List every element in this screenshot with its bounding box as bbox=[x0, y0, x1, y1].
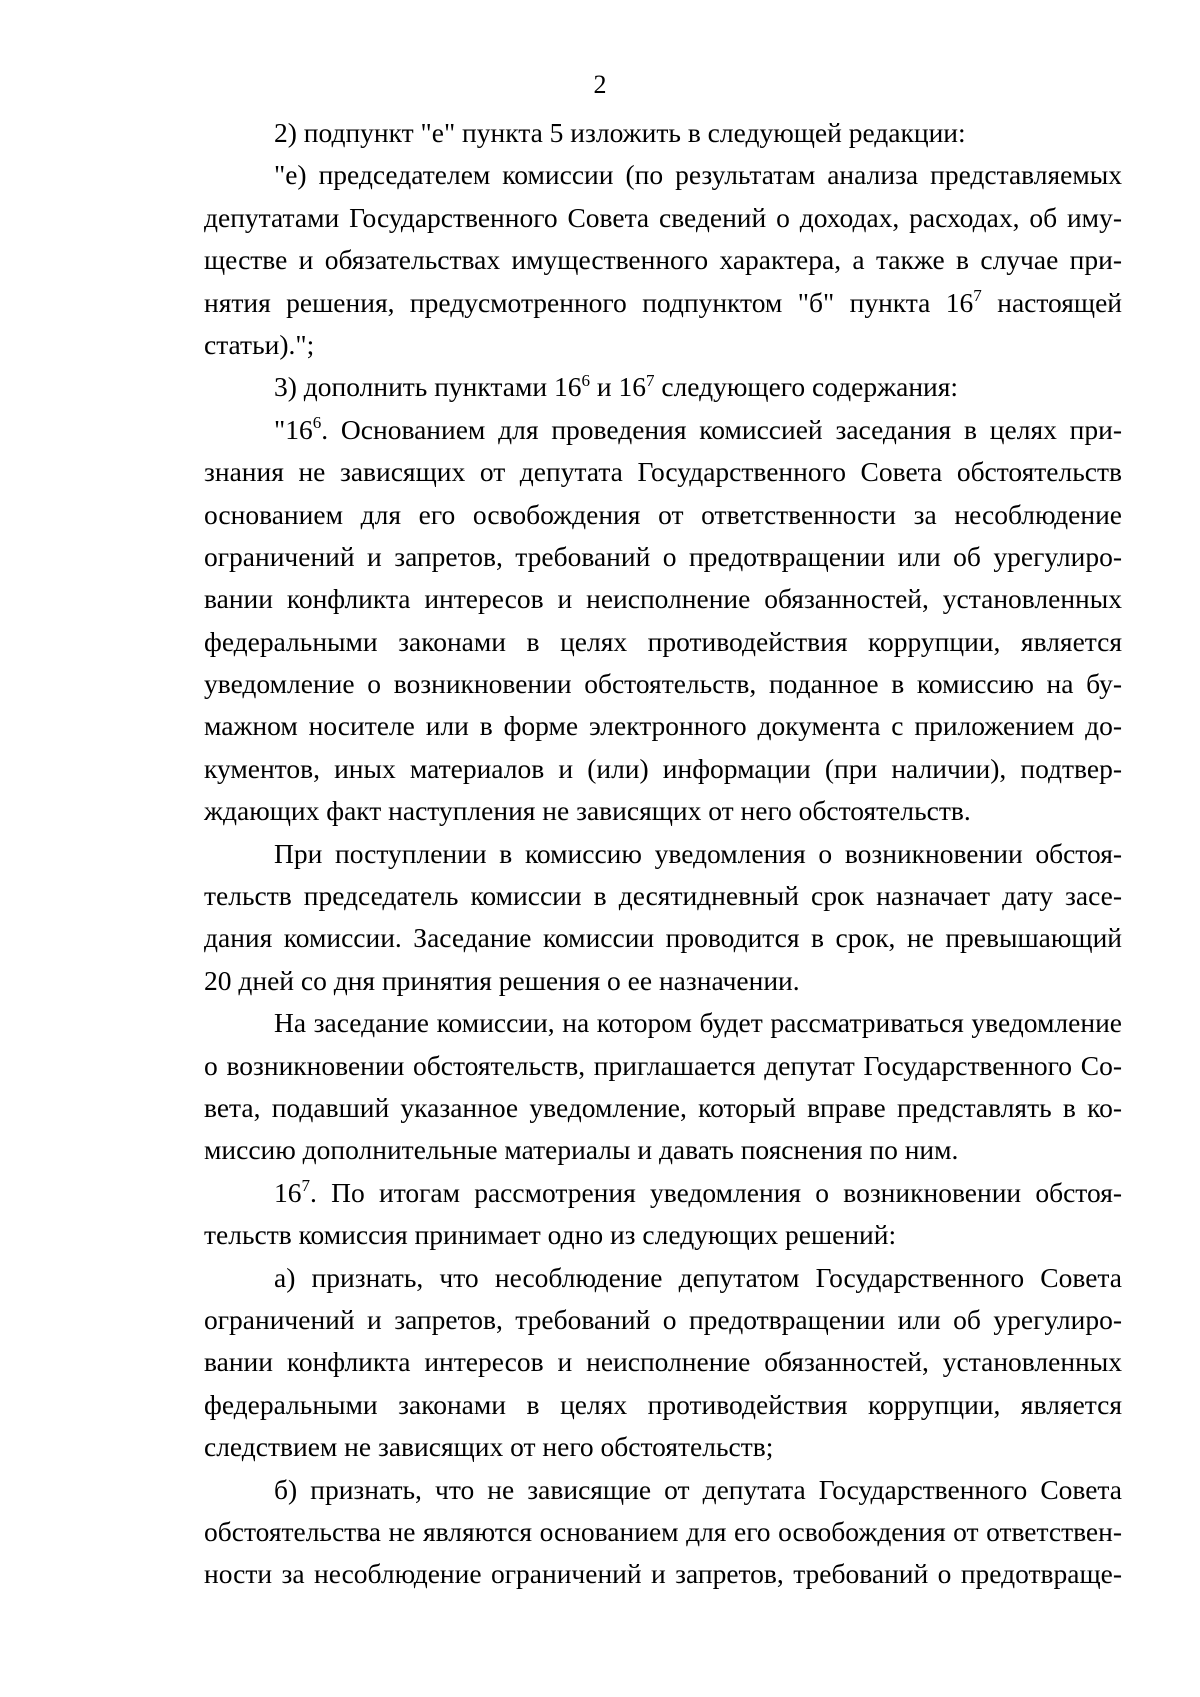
text-run: следующего содержания: bbox=[654, 371, 959, 403]
paragraph bbox=[204, 1257, 1122, 1469]
text-run: вании конфликта интересов и неисполнение обязанностей, установленных bbox=[204, 583, 1122, 615]
text-run: знания не зависящих от депутата Государственного Совета обстоятельств bbox=[204, 456, 1122, 488]
text-run: федеральными законами в целях противодействия коррупции, является bbox=[204, 625, 1122, 657]
text-run: . По итогам рассмотрения уведомления о возникновении обстоя- bbox=[310, 1176, 1122, 1208]
text-line bbox=[204, 1341, 1122, 1383]
text-run: ности за несоблюдение ограничений и запретов, требований о предотвраще- bbox=[204, 1558, 1122, 1590]
text-line bbox=[204, 324, 1122, 366]
text-line bbox=[204, 621, 1122, 663]
text-run: 3) дополнить пунктами 16 bbox=[274, 371, 582, 403]
text-line bbox=[204, 409, 1122, 451]
text-run: 2) подпункт "е" пункта 5 изложить в следующей редакции: bbox=[274, 117, 966, 148]
text-line bbox=[204, 1045, 1122, 1087]
paragraph bbox=[204, 833, 1122, 1003]
text-line bbox=[204, 197, 1122, 239]
text-line bbox=[204, 494, 1122, 536]
text-line bbox=[204, 578, 1122, 620]
text-line bbox=[204, 112, 1122, 154]
text-line bbox=[204, 366, 1122, 408]
text-line bbox=[204, 1172, 1122, 1214]
text-line bbox=[204, 282, 1122, 324]
text-line bbox=[204, 154, 1122, 196]
text-line bbox=[204, 790, 1122, 832]
text-run: нятия решения, предусмотренного подпунктом "б" пункта 16 bbox=[204, 286, 974, 318]
text-run: статьи)."; bbox=[204, 328, 315, 360]
text-line bbox=[204, 536, 1122, 578]
text-line bbox=[204, 1087, 1122, 1129]
document-body bbox=[204, 112, 1122, 1596]
page-number: 2 bbox=[593, 70, 607, 99]
text-run: вета, подавший указанное уведомление, который вправе представлять в ко- bbox=[204, 1091, 1122, 1123]
paragraph bbox=[204, 1469, 1122, 1596]
text-line bbox=[204, 1214, 1122, 1256]
paragraph bbox=[204, 154, 1122, 366]
text-run: 16 bbox=[274, 1176, 302, 1208]
text-run: ограничений и запретов, требований о предотвращении или об урегулиро- bbox=[204, 1303, 1122, 1335]
text-run: дания комиссии. Заседание комиссии проводится в срок, не превышающий bbox=[204, 922, 1122, 954]
text-line bbox=[204, 960, 1122, 1002]
text-line bbox=[204, 451, 1122, 493]
paragraph bbox=[204, 112, 1122, 154]
text-run: б) признать, что не зависящие от депутата Государственного Совета bbox=[274, 1473, 1122, 1505]
text-run: а) признать, что несоблюдение депутатом Государственного Совета bbox=[274, 1261, 1122, 1293]
text-line bbox=[204, 663, 1122, 705]
text-run: 20 дней со дня принятия решения о ее назначении. bbox=[204, 964, 800, 996]
text-line bbox=[204, 1469, 1122, 1511]
text-run: кументов, иных материалов и (или) информации (при наличии), подтвер- bbox=[204, 752, 1122, 784]
text-run: федеральными законами в целях противодействия коррупции, является bbox=[204, 1388, 1122, 1420]
text-run: ждающих факт наступления не зависящих от него обстоятельств. bbox=[204, 795, 971, 827]
text-line bbox=[204, 1553, 1122, 1595]
superscript: 6 bbox=[312, 413, 322, 433]
text-line bbox=[204, 1002, 1122, 1044]
text-run: ограничений и запретов, требований о предотвращении или об урегулиро- bbox=[204, 540, 1122, 572]
text-run: тельств председатель комиссии в десятидневный срок назначает дату засе- bbox=[204, 880, 1122, 912]
text-run: следствием не зависящих от него обстоятельств; bbox=[204, 1431, 774, 1463]
text-line bbox=[204, 748, 1122, 790]
text-line bbox=[204, 705, 1122, 747]
text-run: мажном носителе или в форме электронного документа с приложением до- bbox=[204, 710, 1122, 742]
text-run: о возникновении обстоятельств, приглашается депутат Государственного Со- bbox=[204, 1049, 1122, 1081]
text-line bbox=[204, 1129, 1122, 1171]
paragraph bbox=[204, 366, 1122, 408]
paragraph bbox=[204, 1002, 1122, 1172]
text-run: вании конфликта интересов и неисполнение обязанностей, установленных bbox=[204, 1346, 1122, 1378]
text-line bbox=[204, 1384, 1122, 1426]
text-line bbox=[204, 833, 1122, 875]
text-run: На заседание комиссии, на котором будет рассматриваться уведомление bbox=[274, 1007, 1122, 1039]
paragraph bbox=[204, 1172, 1122, 1257]
text-run: миссию дополнительные материалы и давать пояснения по ним. bbox=[204, 1134, 959, 1166]
text-run: При поступлении в комиссию уведомления о возникновении обстоя- bbox=[274, 837, 1122, 869]
superscript: 7 bbox=[973, 286, 982, 305]
text-run: "16 bbox=[274, 413, 313, 445]
text-line bbox=[204, 1426, 1122, 1468]
text-run: уведомление о возникновении обстоятельств, поданное в комиссию на бу- bbox=[204, 668, 1122, 700]
text-line bbox=[204, 917, 1122, 959]
superscript: 7 bbox=[645, 370, 655, 390]
text-run: и 16 bbox=[589, 371, 646, 403]
text-line bbox=[204, 239, 1122, 281]
text-run: основанием для его освобождения от ответственности за несоблюдение bbox=[204, 498, 1122, 530]
paragraph bbox=[204, 409, 1122, 833]
text-line bbox=[204, 875, 1122, 917]
superscript: 6 bbox=[581, 370, 590, 390]
superscript: 7 bbox=[301, 1176, 311, 1196]
text-run: . Основанием для проведения комиссией заседания в целях при- bbox=[321, 413, 1122, 445]
text-run: ществе и обязательствах имущественного характера, а также в случае при- bbox=[204, 244, 1122, 276]
text-line bbox=[204, 1299, 1122, 1341]
text-line bbox=[204, 1511, 1122, 1553]
text-run: обстоятельства не являются основанием для его освобождения от ответствен- bbox=[204, 1515, 1122, 1547]
text-line bbox=[204, 1257, 1122, 1299]
text-run: тельств комиссия принимает одно из следующих решений: bbox=[204, 1219, 897, 1251]
text-run: депутатами Государственного Совета сведений о доходах, расходах, об иму- bbox=[204, 201, 1122, 233]
text-run: "е) председателем комиссии (по результатам анализа представляемых bbox=[274, 159, 1122, 191]
text-run: настоящей bbox=[981, 286, 1122, 318]
